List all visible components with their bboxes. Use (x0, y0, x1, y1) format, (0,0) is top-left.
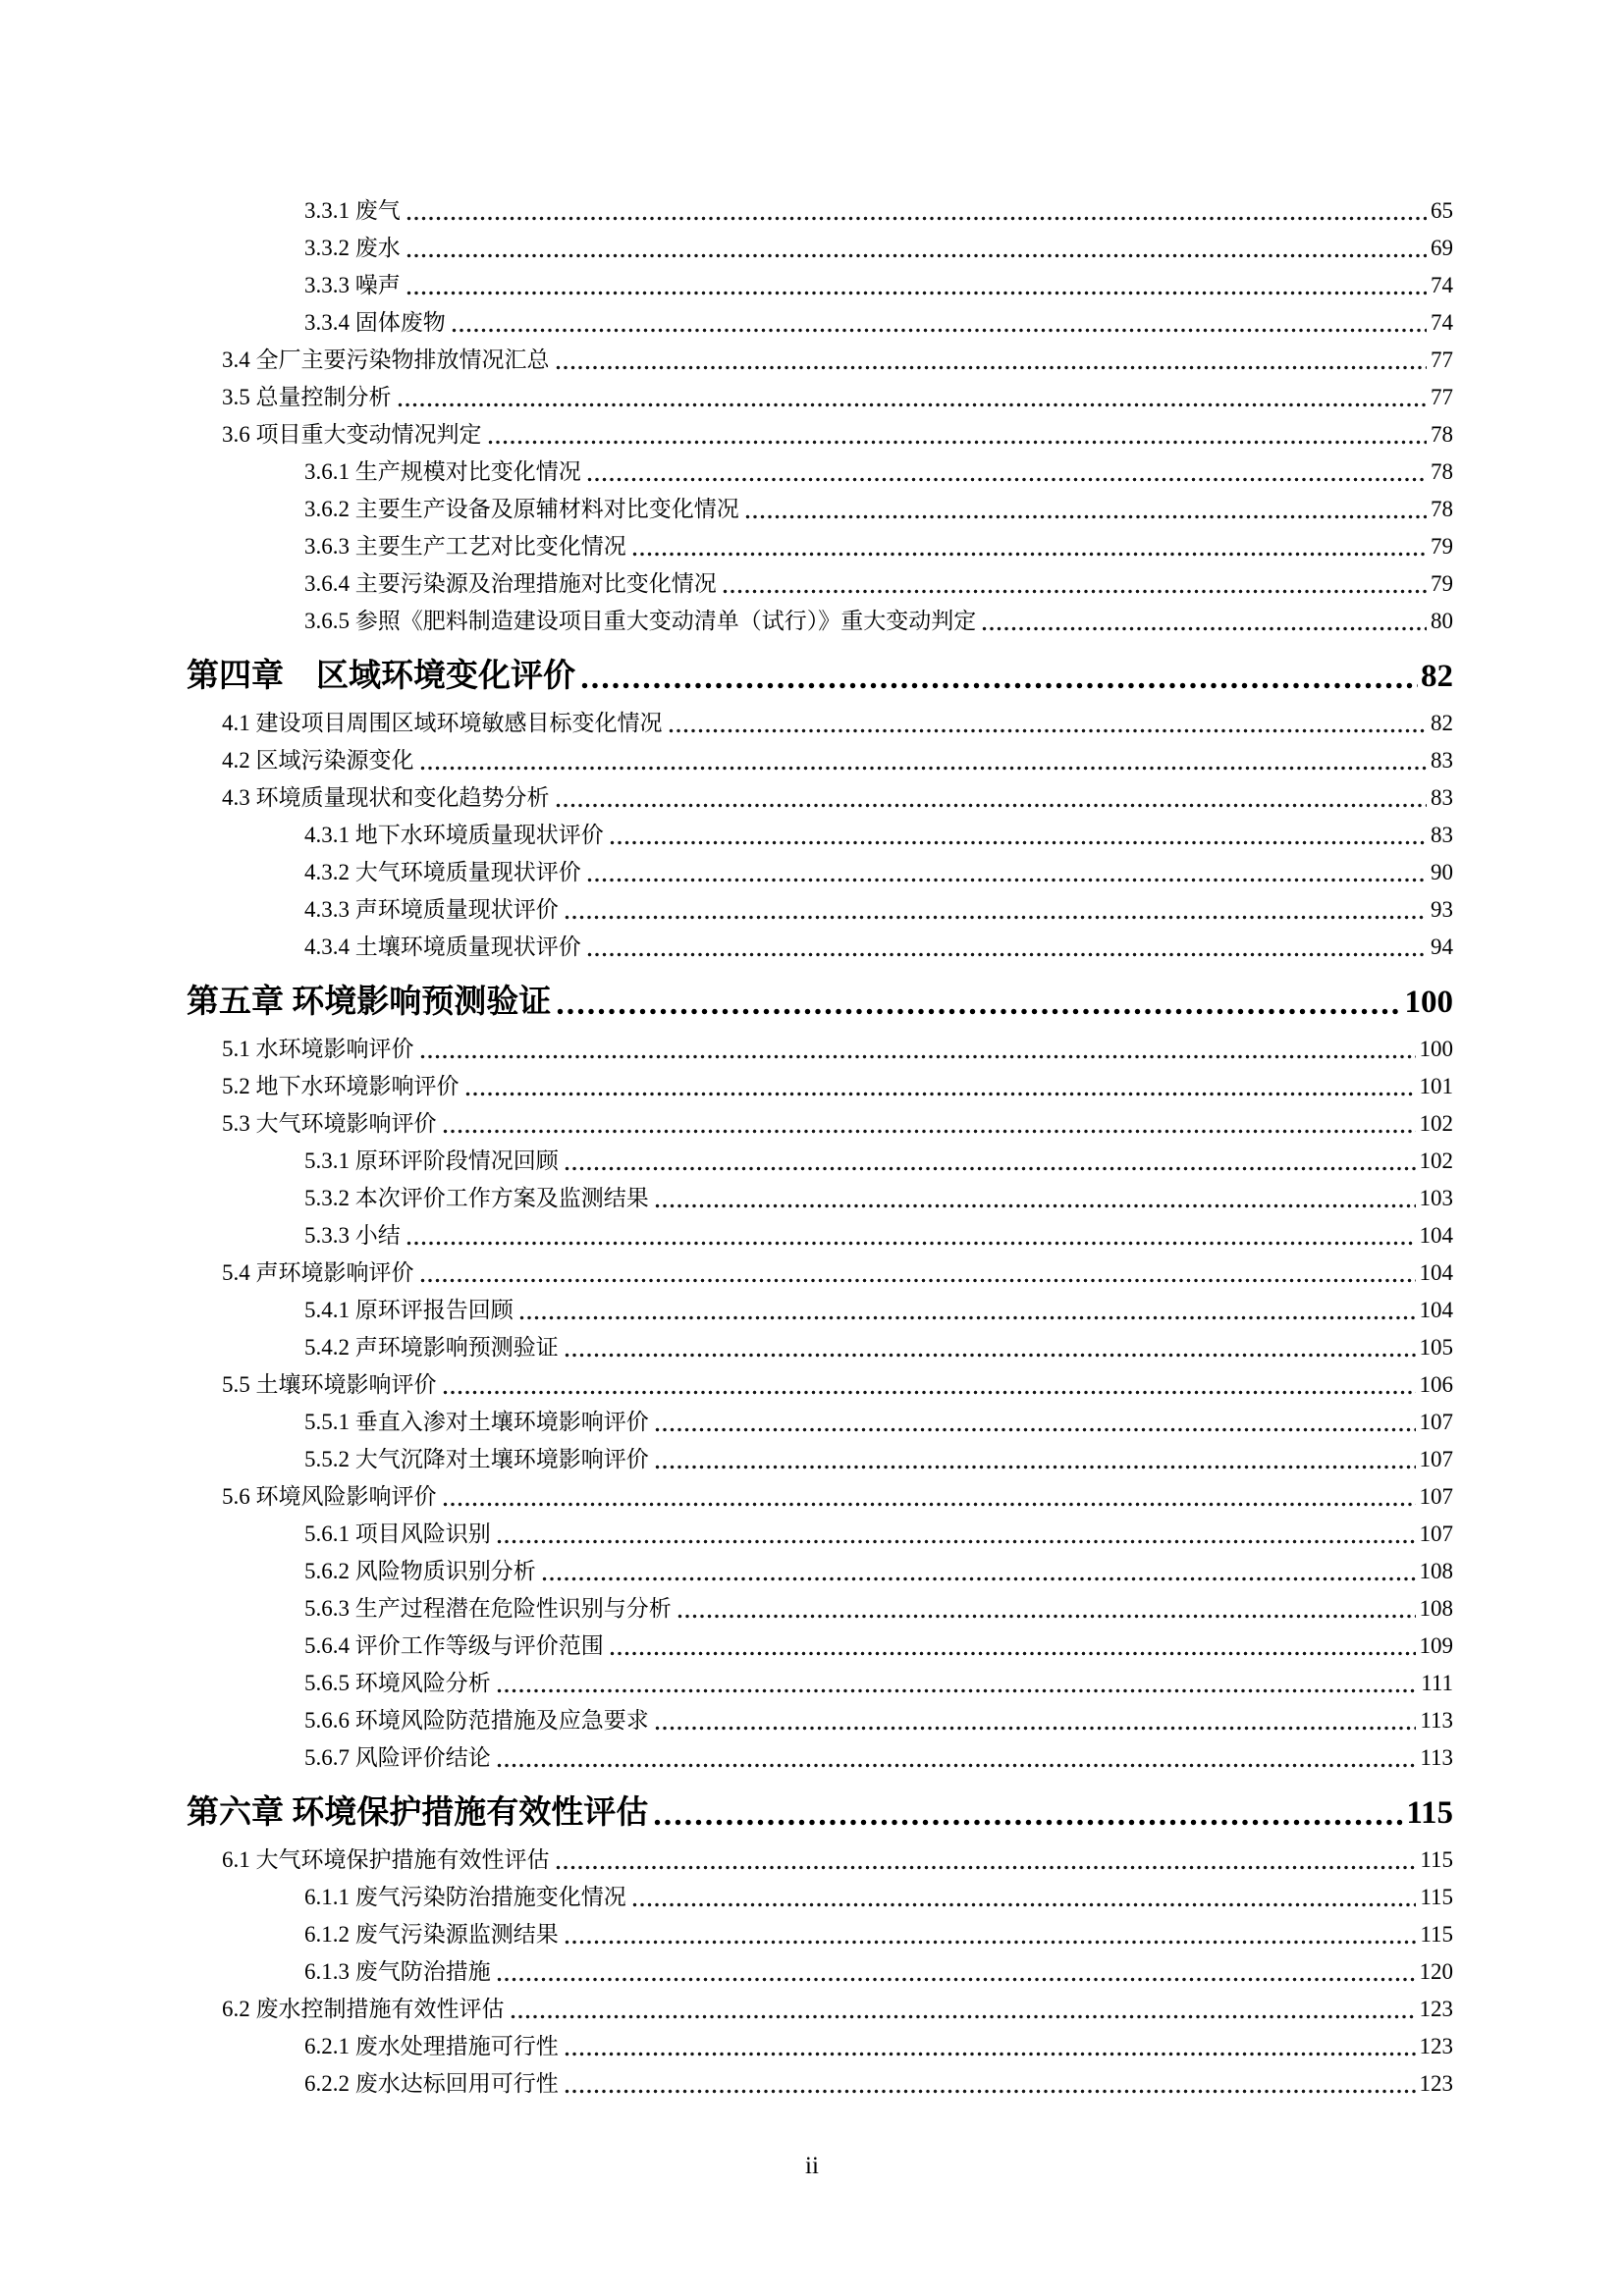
toc-entry-label: 5.6.6 环境风险防范措施及应急要求 (304, 1708, 649, 1733)
toc-entry-page: 101 (1419, 1074, 1453, 1098)
toc-entry-page: 106 (1419, 1372, 1453, 1397)
toc-entry (304, 304, 1453, 342)
toc-entry-label: 5.5 土壤环境影响评价 (222, 1372, 437, 1397)
toc-entry (304, 1739, 1453, 1777)
toc-leader-dots (610, 1651, 1416, 1656)
toc-entry-page: 107 (1419, 1447, 1453, 1471)
toc-leader-dots (581, 682, 1418, 689)
toc-entry (304, 1180, 1453, 1217)
toc-entry (304, 1441, 1453, 1478)
toc-leader-dots (497, 1977, 1416, 1982)
toc-entry (304, 817, 1453, 854)
toc-entry-label: 4.3.3 声环境质量现状评价 (304, 897, 559, 922)
toc-entry (304, 929, 1453, 966)
toc-entry-page: 108 (1419, 1596, 1453, 1621)
toc-entry-label: 3.3.4 固体废物 (304, 310, 446, 335)
toc-leader-dots (511, 2014, 1416, 2019)
toc-leader-dots (723, 589, 1427, 594)
page-footer (0, 2153, 1624, 2180)
toc-leader-dots (632, 552, 1427, 557)
toc-entry (304, 230, 1453, 267)
toc-entry-page: 102 (1419, 1111, 1453, 1136)
toc-entry (304, 267, 1453, 304)
toc-entry (304, 2065, 1453, 2103)
toc-entry-page: 104 (1419, 1223, 1453, 1248)
toc-entry-page: 83 (1431, 823, 1453, 847)
toc-entry-page: 79 (1431, 571, 1453, 596)
toc-entry-label: 5.6.1 项目风险识别 (304, 1522, 491, 1546)
toc-leader-dots (556, 1865, 1417, 1870)
toc-entry-label: 6.1.3 废气防治措施 (304, 1959, 491, 1984)
toc-entry-label: 5.6 环境风险影响评价 (222, 1484, 437, 1509)
toc-entry (304, 1916, 1453, 1953)
toc-entry (187, 1790, 1453, 1836)
toc-entry (304, 1329, 1453, 1366)
toc-entry (304, 1702, 1453, 1739)
toc-entry-label: 3.5 总量控制分析 (222, 385, 392, 409)
toc-entry-page: 74 (1431, 273, 1453, 297)
toc-entry-label: 5.4.2 声环境影响预测验证 (304, 1335, 559, 1360)
toc-leader-dots (655, 1203, 1416, 1208)
toc-entry-label: 3.6 项目重大变动情况判定 (222, 422, 482, 447)
toc-entry (304, 1217, 1453, 1255)
toc-entry (304, 1879, 1453, 1916)
toc-entry-label: 第四章 区域环境变化评价 (187, 659, 575, 694)
toc-entry-label: 6.1.2 废气污染源监测结果 (304, 1922, 559, 1947)
toc-entry-label: 5.6.3 生产过程潜在危险性识别与分析 (304, 1596, 672, 1621)
toc-entry-page: 115 (1420, 1847, 1453, 1872)
toc-entry-page: 83 (1431, 748, 1453, 773)
toc-entry (222, 1478, 1453, 1516)
toc-entry (222, 1068, 1453, 1105)
toc-entry-label: 6.2.2 废水达标回用可行性 (304, 2071, 559, 2096)
toc-entry-label: 5.4 声环境影响评价 (222, 1260, 414, 1285)
toc-leader-dots (443, 1129, 1416, 1134)
toc-entry-label: 3.4 全厂主要污染物排放情况汇总 (222, 347, 550, 372)
toc-leader-dots (565, 2089, 1416, 2094)
toc-entry-label: 3.3.1 废气 (304, 198, 401, 223)
toc-entry-label: 6.1.1 废气污染防治措施变化情况 (304, 1885, 626, 1909)
toc-leader-dots (587, 952, 1427, 957)
toc-leader-dots (465, 1092, 1416, 1096)
toc-entry-label: 5.5.2 大气沉降对土壤环境影响评价 (304, 1447, 649, 1471)
toc-leader-dots (565, 1353, 1416, 1358)
toc-entry (222, 1842, 1453, 1879)
toc-leader-dots (420, 1054, 1416, 1059)
toc-entry (222, 416, 1453, 454)
toc-leader-dots (556, 803, 1428, 808)
toc-entry-page: 83 (1431, 785, 1453, 810)
toc-entry-label: 4.3.2 大气环境质量现状评价 (304, 860, 581, 884)
toc-leader-dots (497, 1763, 1417, 1768)
toc-entry-label: 5.2 地下水环境影响评价 (222, 1074, 460, 1098)
toc-entry-label: 6.2.1 废水处理措施可行性 (304, 2034, 559, 2058)
toc-entry (222, 1105, 1453, 1143)
toc-entry (304, 603, 1453, 640)
toc-entry-page: 108 (1419, 1559, 1453, 1583)
toc-entry-page: 93 (1431, 897, 1453, 922)
toc-entry (304, 1665, 1453, 1702)
toc-entry (304, 1590, 1453, 1628)
toc-entry-page: 94 (1431, 934, 1453, 959)
toc-entry-page: 115 (1406, 1795, 1453, 1831)
toc-leader-dots (497, 1539, 1416, 1544)
toc-entry-page: 113 (1420, 1708, 1453, 1733)
toc-entry-label: 5.6.4 评价工作等级与评价范围 (304, 1633, 604, 1658)
toc-leader-dots (443, 1390, 1416, 1395)
toc-leader-dots (557, 1008, 1401, 1015)
toc-leader-dots (677, 1614, 1416, 1619)
toc-entry (222, 1366, 1453, 1404)
toc-entry-page: 69 (1431, 236, 1453, 260)
toc-entry-page: 115 (1420, 1885, 1453, 1909)
toc-entry (304, 1516, 1453, 1553)
toc-leader-dots (669, 728, 1428, 733)
toc-entry (222, 379, 1453, 416)
toc-entry-label: 3.6.1 生产规模对比变化情况 (304, 459, 581, 484)
toc-entry-page: 65 (1431, 198, 1453, 223)
page-number: ii (805, 2153, 819, 2179)
toc-entry-label: 5.3.2 本次评价工作方案及监测结果 (304, 1186, 649, 1210)
toc-leader-dots (982, 626, 1427, 631)
toc-entry-page: 78 (1431, 422, 1453, 447)
toc-entry-label: 6.1 大气环境保护措施有效性评估 (222, 1847, 550, 1872)
toc-entry-label: 3.3.3 噪声 (304, 273, 401, 297)
toc-entry-label: 5.1 水环境影响评价 (222, 1037, 414, 1061)
toc-entry (304, 491, 1453, 528)
toc-entry (304, 528, 1453, 565)
toc-entry-page: 90 (1431, 860, 1453, 884)
toc-leader-dots (587, 477, 1427, 482)
toc-entry-page: 105 (1419, 1335, 1453, 1360)
toc-entry (222, 779, 1453, 817)
toc-entry-label: 5.4.1 原环评报告回顾 (304, 1298, 514, 1322)
toc-entry-label: 5.6.2 风险物质识别分析 (304, 1559, 536, 1583)
toc-leader-dots (488, 440, 1428, 445)
toc-entry-label: 4.2 区域污染源变化 (222, 748, 414, 773)
toc-entry-page: 104 (1419, 1298, 1453, 1322)
toc-entry-label: 3.3.2 废水 (304, 236, 401, 260)
toc-entry-page: 78 (1431, 497, 1453, 521)
toc-entry (304, 854, 1453, 891)
toc-entry-page: 103 (1419, 1186, 1453, 1210)
toc-entry (222, 705, 1453, 742)
toc-leader-dots (452, 328, 1427, 333)
toc-entry-page: 104 (1419, 1260, 1453, 1285)
toc-entry-label: 5.3 大气环境影响评价 (222, 1111, 437, 1136)
toc-entry-label: 5.3.3 小结 (304, 1223, 401, 1248)
toc-entry-label: 3.6.4 主要污染源及治理措施对比变化情况 (304, 571, 717, 596)
toc-leader-dots (443, 1502, 1416, 1507)
toc-entry-label: 3.6.3 主要生产工艺对比变化情况 (304, 534, 626, 559)
toc-entry-page: 100 (1404, 985, 1453, 1020)
toc-entry-label: 5.3.1 原环评阶段情况回顾 (304, 1148, 559, 1173)
toc-entry (304, 1143, 1453, 1180)
toc-entry-label: 5.6.5 环境风险分析 (304, 1671, 491, 1695)
toc-leader-dots (632, 1902, 1417, 1907)
toc-entry-page: 82 (1431, 711, 1453, 735)
toc-entry-label: 5.6.7 风险评价结论 (304, 1745, 491, 1770)
toc-entry-label: 6.2 废水控制措施有效性评估 (222, 1997, 505, 2021)
toc-entry (304, 1292, 1453, 1329)
toc-entry-page: 80 (1431, 609, 1453, 633)
toc-entry-page: 111 (1421, 1671, 1453, 1695)
toc-leader-dots (542, 1576, 1416, 1581)
toc-entry-page: 109 (1419, 1633, 1453, 1658)
toc-leader-dots (406, 253, 1427, 258)
toc-entry-label: 4.3.1 地下水环境质量现状评价 (304, 823, 604, 847)
toc-entry-label: 第六章 环境保护措施有效性评估 (187, 1795, 649, 1831)
toc-entry (304, 2028, 1453, 2065)
toc-leader-dots (497, 1688, 1417, 1693)
toc-entry-label: 5.5.1 垂直入渗对土壤环境影响评价 (304, 1410, 649, 1434)
toc-entry-page: 107 (1419, 1410, 1453, 1434)
toc-leader-dots (655, 1726, 1417, 1731)
toc-entry-page: 82 (1421, 659, 1453, 694)
toc-leader-dots (654, 1819, 1403, 1826)
toc-leader-dots (556, 365, 1428, 370)
toc-entry-page: 107 (1419, 1484, 1453, 1509)
toc-leader-dots (406, 1241, 1416, 1246)
toc-entry (222, 1991, 1453, 2028)
toc-entry (222, 342, 1453, 379)
toc-leader-dots (655, 1427, 1416, 1432)
toc-entry (222, 1255, 1453, 1292)
toc-entry-label: 4.3.4 土壤环境质量现状评价 (304, 934, 581, 959)
toc-entry-page: 115 (1420, 1922, 1453, 1947)
toc-leader-dots (587, 878, 1427, 882)
toc-entry-page: 123 (1419, 1997, 1453, 2021)
toc-leader-dots (420, 766, 1428, 771)
toc-entry (222, 1031, 1453, 1068)
toc-entry-label: 3.6.2 主要生产设备及原辅材料对比变化情况 (304, 497, 739, 521)
toc-entry-label: 3.6.5 参照《肥料制造建设项目重大变动清单（试行）》重大变动判定 (304, 609, 977, 633)
toc-leader-dots (420, 1278, 1416, 1283)
toc-entry-page: 102 (1419, 1148, 1453, 1173)
toc-entry (304, 192, 1453, 230)
toc-entry-label: 4.3 环境质量现状和变化趋势分析 (222, 785, 550, 810)
toc-entry-page: 120 (1419, 1959, 1453, 1984)
toc-leader-dots (565, 2052, 1416, 2056)
toc-leader-dots (519, 1315, 1416, 1320)
toc-entry-page: 79 (1431, 534, 1453, 559)
toc-leader-dots (406, 216, 1427, 221)
toc-entry (304, 565, 1453, 603)
toc-leader-dots (610, 840, 1427, 845)
toc-entry-page: 123 (1419, 2034, 1453, 2058)
toc-leader-dots (565, 915, 1427, 920)
toc-entry-page: 77 (1431, 385, 1453, 409)
toc-leader-dots (745, 514, 1427, 519)
toc-entry (304, 1553, 1453, 1590)
toc-leader-dots (655, 1465, 1416, 1469)
toc-entry (187, 980, 1453, 1025)
toc-entry-page: 78 (1431, 459, 1453, 484)
toc-entry (304, 1628, 1453, 1665)
toc-entry-label: 4.1 建设项目周围区域环境敏感目标变化情况 (222, 711, 663, 735)
toc-entry-page: 77 (1431, 347, 1453, 372)
toc-entry (304, 454, 1453, 491)
toc-list (187, 192, 1453, 2103)
toc-entry (304, 1404, 1453, 1441)
toc-leader-dots (565, 1166, 1416, 1171)
toc-entry (304, 891, 1453, 929)
toc-leader-dots (406, 291, 1427, 295)
toc-entry (304, 1953, 1453, 1991)
toc-leader-dots (398, 402, 1428, 407)
toc-leader-dots (565, 1940, 1417, 1945)
toc-entry-page: 123 (1419, 2071, 1453, 2096)
toc-entry-page: 100 (1419, 1037, 1453, 1061)
toc-entry-page: 74 (1431, 310, 1453, 335)
toc-entry (187, 654, 1453, 699)
toc-entry (222, 742, 1453, 779)
toc-entry-page: 107 (1419, 1522, 1453, 1546)
toc-entry-page: 113 (1420, 1745, 1453, 1770)
toc-entry-label: 第五章 环境影响预测验证 (187, 985, 552, 1020)
